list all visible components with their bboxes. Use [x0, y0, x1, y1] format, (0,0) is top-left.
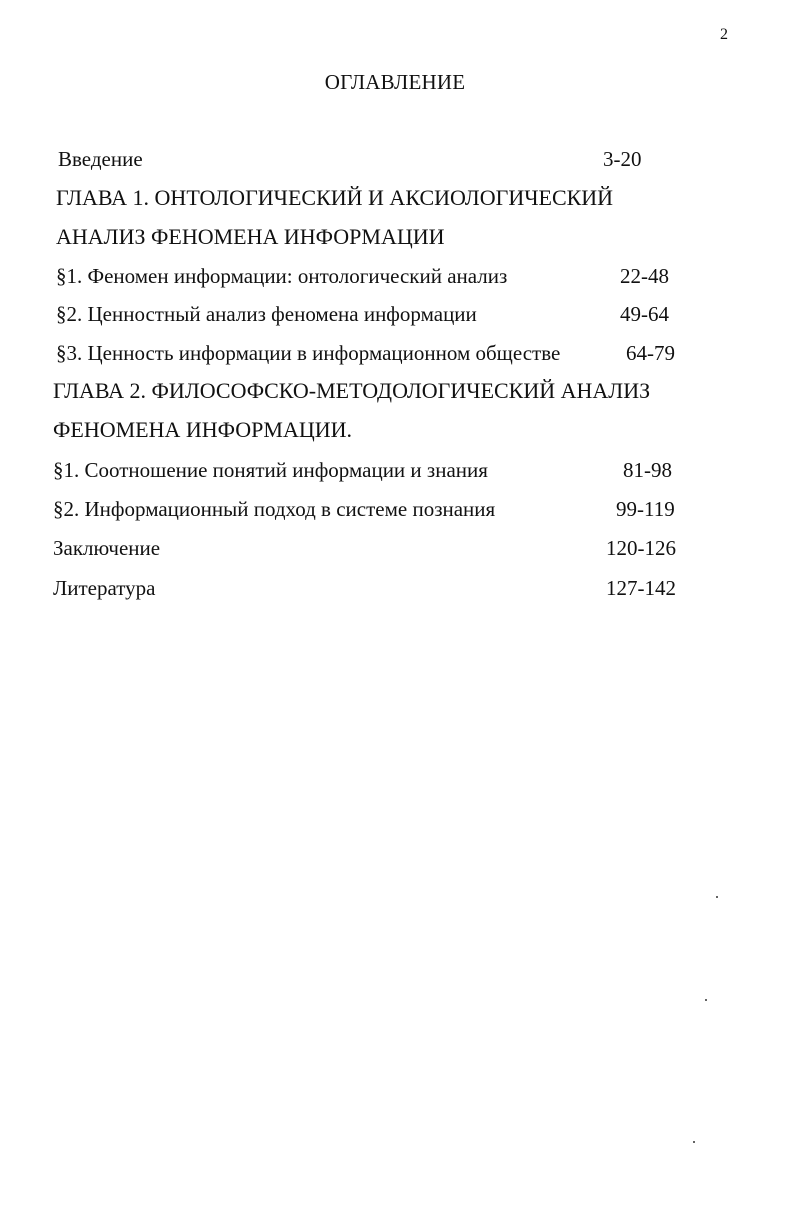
toc-entry-ch1-s3-pages: 64-79 — [626, 341, 675, 365]
toc-entry-conclusion-pages: 120-126 — [606, 536, 676, 560]
toc-entry-ch2-s1-label: §1. Соотношение понятий информации и знания — [53, 458, 488, 482]
chapter-2-heading-line-1: ГЛАВА 2. ФИЛОСОФСКО-МЕТОДОЛОГИЧЕСКИЙ АНАЛИЗ — [53, 378, 651, 403]
chapter-2-heading-line-2: ФЕНОМЕНА ИНФОРМАЦИИ. — [53, 417, 353, 442]
toc-entry-ch2-s2-pages: 99-119 — [616, 497, 675, 521]
toc-entry-ch1-s1-pages: 22-48 — [620, 264, 669, 288]
toc-entry-intro-label: Введение — [58, 147, 143, 171]
toc-entry-literature-label: Литература — [53, 576, 156, 600]
scan-speck — [693, 1141, 695, 1143]
toc-entry-ch1-s2-pages: 49-64 — [620, 302, 669, 326]
page-number: 2 — [720, 26, 728, 43]
toc-entry-ch1-s3-label: §3. Ценность информации в информационном обществе — [56, 341, 561, 365]
chapter-1-heading-line-1: ГЛАВА 1. ОНТОЛОГИЧЕСКИЙ И АКСИОЛОГИЧЕСКИЙ — [56, 185, 614, 210]
toc-entry-ch2-s2-label: §2. Информационный подход в системе познания — [53, 497, 496, 521]
toc-entry-ch1-s2-label: §2. Ценностный анализ феномена информации — [56, 302, 477, 326]
scan-speck — [705, 999, 707, 1001]
chapter-1-heading-line-2: АНАЛИЗ ФЕНОМЕНА ИНФОРМАЦИИ — [56, 224, 445, 249]
scan-speck — [716, 896, 718, 898]
page-title: ОГЛАВЛЕНИЕ — [324, 70, 466, 94]
toc-entry-ch2-s1-pages: 81-98 — [623, 458, 672, 482]
toc-entry-literature-pages: 127-142 — [606, 576, 676, 600]
toc-entry-conclusion-label: Заключение — [53, 536, 161, 560]
toc-entry-ch1-s1-label: §1. Феномен информации: онтологический анализ — [56, 264, 508, 288]
toc-entry-intro-pages: 3-20 — [603, 147, 642, 171]
